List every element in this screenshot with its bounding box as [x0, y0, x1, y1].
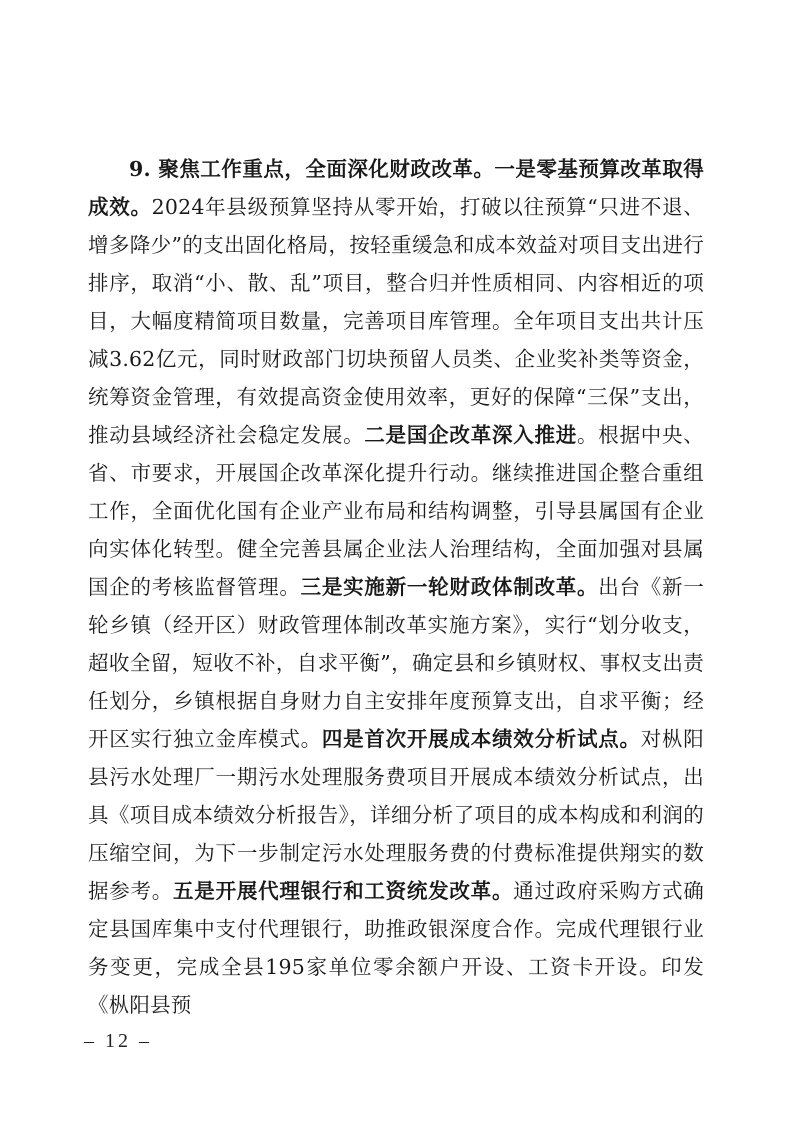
- point-five-text: 通过政府采购方式确定县国库集中支付代理银行，助推政银深度合作。完成代理银行业务变更，完成全县195家单位零余额户开设、工资卡开设。印发《枞阳县预: [88, 879, 704, 1017]
- point-two-text: 。根据中央、省、市要求，开展国企改革深化提升行动。继续推进国企整合重组工作，全面优化国有企业产业布局和结构调整，引导县属国有企业向实体化转型。健全完善县属企业法人治理结构，全面加强对县属国企的考核监督管理。: [88, 423, 705, 599]
- point-one-heading: 一是零基预算改革取得成效。: [88, 157, 704, 219]
- point-four-text: 对枞阳县污水处理厂一期污水处理服务费项目开展成本绩效分析试点，出具《项目成本绩效分析报告》，详细分析了项目的成本构成和利润的压缩空间，为下一步制定污水处理服务费的付费标准提供翔实的数据参考。: [88, 727, 705, 903]
- page-number: – 12 –: [84, 1030, 152, 1052]
- body-paragraph: [88, 150, 704, 1024]
- point-three-text: 出台《新一轮乡镇（经开区）财政管理体制改革实施方案》，实行“划分收支，超收全留，短收不补，自求平衡”，确定县和乡镇财权、事权支出责任划分，乡镇根据自身财力自主安排年度预算支出，自求平衡；经开区实行独立金库模式。: [88, 575, 705, 751]
- point-two-heading: 二是国企改革深入推进: [364, 423, 577, 447]
- section-heading: 9. 聚焦工作重点，全面深化财政改革。: [129, 157, 495, 181]
- point-one-text: 2024年县级预算坚持从零开始，打破以往预算“只进不退、增多降少”的支出固化格局，按轻重缓急和成本效益对项目支出进行排序，取消“小、散、乱”项目，整合归并性质相同、内容相近的项目，大幅度精简项目数量，完善项目库管理。全年项目支出共计压减3.62亿元，同时财政部门切块预留人员类、企业奖补类等资金，统筹资金管理，有效提高资金使用效率，更好的保障“三保”支出，推动县域经济社会稳定发展。: [88, 195, 704, 447]
- point-three-heading: 三是实施新一轮财政体制改革。: [300, 575, 599, 599]
- point-five-heading: 五是开展代理银行和工资统发改革。: [173, 879, 514, 903]
- point-four-heading: 四是首次开展成本绩效分析试点。: [321, 727, 641, 751]
